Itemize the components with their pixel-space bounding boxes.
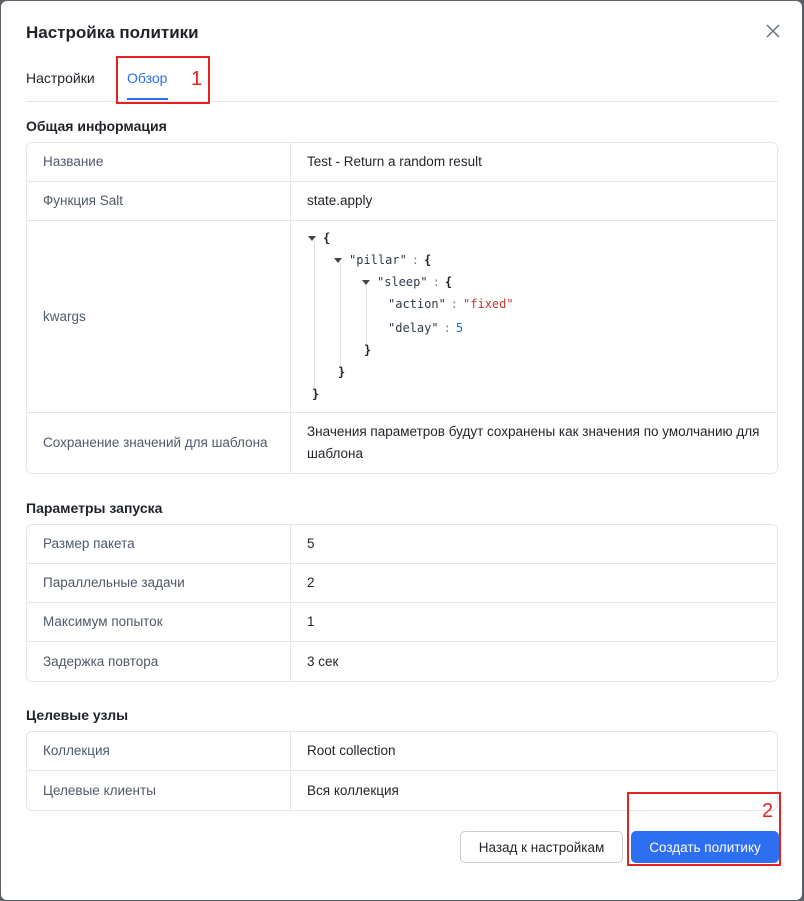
json-brace: } [364, 343, 372, 357]
targets-section-title: Целевые узлы [26, 707, 129, 723]
batch-size-label: Размер пакета [27, 525, 291, 563]
json-guide-line [366, 285, 367, 345]
back-to-settings-button[interactable]: Назад к настройкам [460, 831, 623, 863]
json-number-value: 5 [455, 321, 464, 335]
dialog-title: Настройка политики [26, 23, 199, 42]
target-clients-value: Вся коллекция [307, 782, 399, 798]
json-colon: : [432, 275, 440, 289]
json-guide-line [314, 241, 315, 391]
json-key: "delay" [388, 321, 439, 335]
kwargs-label: kwargs [27, 221, 291, 412]
json-brace: { [444, 275, 453, 289]
json-close-line [312, 386, 319, 402]
kwargs-json-viewer [291, 221, 777, 412]
json-key: "pillar" [349, 253, 407, 267]
collapse-triangle-icon[interactable] [308, 236, 316, 241]
launch-section-title: Параметры запуска [26, 500, 163, 516]
close-icon[interactable] [763, 21, 783, 41]
salt-function-label: Функция Salt [27, 182, 291, 220]
tab-settings[interactable]: Настройки [26, 70, 95, 86]
json-pillar-line [334, 252, 431, 268]
json-brace: { [323, 231, 331, 245]
json-brace: { [424, 253, 432, 267]
annotation-number-1: 1 [191, 68, 203, 90]
salt-function-value: state.apply [307, 193, 373, 208]
target-clients-label: Целевые клиенты [27, 771, 291, 810]
json-root-line [308, 230, 330, 246]
json-delay-line [388, 320, 463, 336]
retry-delay-label: Задержка повтора [27, 642, 291, 681]
json-brace: } [338, 365, 346, 379]
json-close-line [338, 364, 345, 380]
tab-overview[interactable]: Обзор [127, 70, 168, 86]
json-close-line [364, 342, 371, 358]
create-policy-button[interactable]: Создать политику [631, 831, 779, 863]
save-values-label: Сохранение значений для шаблона [27, 413, 291, 473]
table-row [27, 221, 777, 413]
annotation-number-2: 2 [762, 800, 774, 822]
launch-table [26, 524, 778, 682]
collection-label: Коллекция [27, 732, 291, 770]
parallel-tasks-label: Параллельные задачи [27, 564, 291, 602]
table-row [27, 182, 777, 221]
table-row [27, 413, 777, 473]
policy-dialog [1, 1, 802, 900]
save-values-value: Значения параметров будут сохранены как значения по умолчанию для шаблона [307, 424, 760, 461]
table-row [27, 732, 777, 771]
general-section-title: Общая информация [26, 118, 167, 134]
json-guide-line [340, 263, 341, 367]
collapse-triangle-icon[interactable] [334, 258, 342, 263]
json-colon: : [411, 253, 420, 267]
json-brace: } [312, 387, 320, 401]
table-row [27, 564, 777, 603]
name-value: Test - Return a random result [307, 154, 482, 169]
table-row [27, 603, 777, 642]
parallel-tasks-value: 2 [307, 575, 315, 590]
json-string-value: "fixed" [463, 297, 514, 311]
collapse-triangle-icon[interactable] [362, 280, 370, 285]
table-row [27, 143, 777, 182]
json-colon: : [450, 297, 459, 311]
max-attempts-value: 1 [307, 614, 315, 629]
json-action-line [388, 296, 514, 312]
table-row [27, 642, 777, 681]
max-attempts-label: Максимум попыток [27, 603, 291, 641]
batch-size-value: 5 [307, 536, 315, 551]
json-colon: : [443, 321, 451, 335]
general-table [26, 142, 778, 474]
annotation-box-2 [627, 792, 781, 866]
name-label: Название [27, 143, 291, 181]
kwargs-value [291, 221, 777, 412]
json-key: "action" [388, 297, 446, 311]
json-key: "sleep" [377, 275, 428, 289]
table-row [27, 525, 777, 564]
json-sleep-line [362, 274, 452, 290]
retry-delay-value: 3 сек [307, 653, 339, 669]
collection-value: Root collection [307, 743, 396, 758]
